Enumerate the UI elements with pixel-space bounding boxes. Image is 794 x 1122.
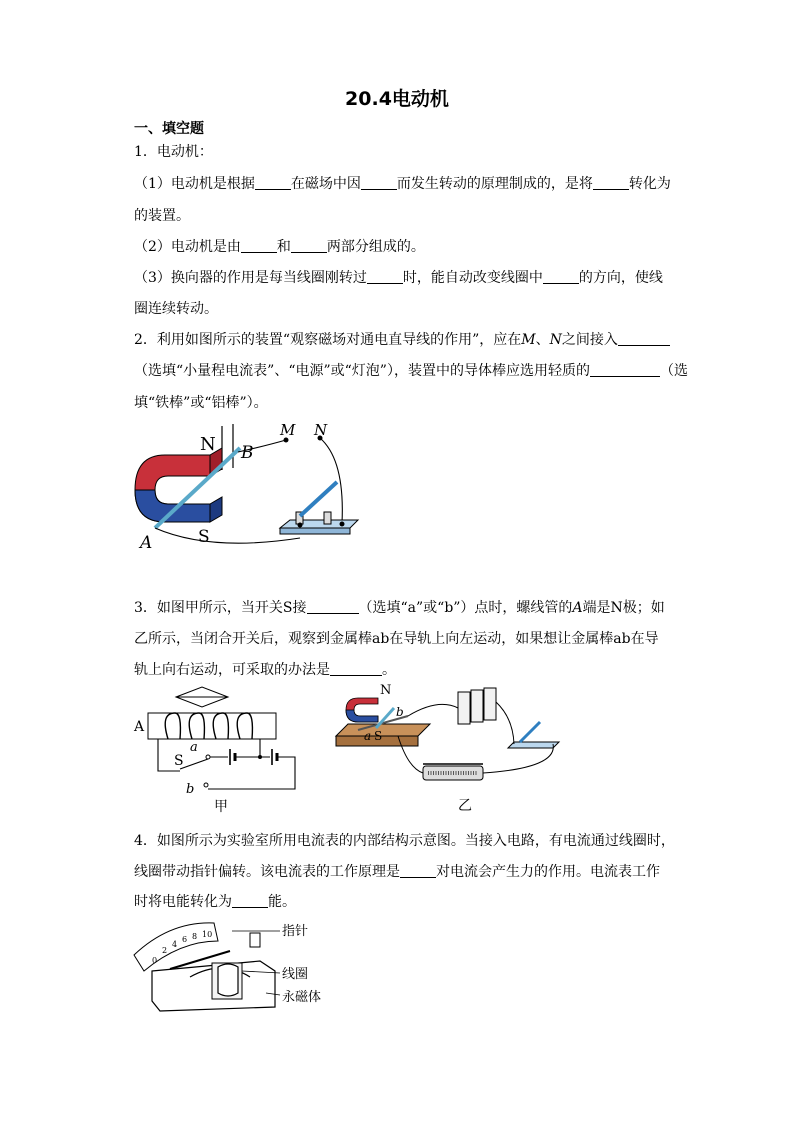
q4-line3: 时将电能转化为 能。 bbox=[134, 894, 296, 910]
q1-part1: （1）电动机是根据 在磁场中因 而发生转动的原理制成的，是将 转化为 bbox=[134, 176, 671, 192]
answer-blank[interactable] bbox=[291, 238, 327, 253]
q3-line3: 轨上向右运动，可采取的办法是 。 bbox=[134, 662, 396, 678]
q4-line1: 4．如图所示为实验室所用电流表的内部结构示意图。当接入电路，有电流通过线圈时， bbox=[134, 833, 675, 849]
permanent-magnet-label: 永磁体 bbox=[282, 990, 322, 1005]
answer-blank[interactable] bbox=[330, 661, 382, 676]
pointer-label: 指针 bbox=[282, 924, 309, 939]
answer-blank[interactable] bbox=[593, 175, 629, 190]
north-pole-label: N bbox=[200, 434, 216, 455]
answer-blank[interactable] bbox=[361, 175, 397, 190]
scale-tick-label: 0 bbox=[152, 956, 158, 965]
contact-a-label: a bbox=[190, 740, 198, 755]
rod-b-label: b bbox=[396, 705, 404, 719]
answer-blank[interactable] bbox=[590, 362, 660, 377]
answer-blank[interactable] bbox=[232, 893, 268, 908]
q1-part2: （2）电动机是由 和 两部分组成的。 bbox=[134, 239, 425, 255]
q3-line2: 乙所示，当闭合开关后，观察到金属棒ab在导轨上向左运动，如果想让金属棒ab在导 bbox=[134, 631, 659, 647]
answer-blank[interactable] bbox=[367, 269, 403, 284]
q3-line1: 3．如图甲所示，当开关S接 （选填“a”或“b”）点时，螺线管的A端是N极；如 bbox=[134, 600, 665, 616]
answer-blank[interactable] bbox=[618, 331, 670, 346]
answer-blank[interactable] bbox=[241, 238, 277, 253]
coil-label: 线圈 bbox=[282, 967, 309, 982]
page-title: 20.4电动机 bbox=[345, 88, 449, 110]
answer-blank[interactable] bbox=[255, 175, 291, 190]
contact-b-label: b bbox=[186, 782, 195, 797]
q1-part1-cont: 的装置。 bbox=[134, 208, 190, 224]
q4-line2: 线圈带动指针偏转。该电流表的工作原理是 对电流会产生力的作用。电流表工作 bbox=[134, 864, 660, 880]
scale-tick-label: 2 bbox=[162, 946, 168, 955]
magnet-s-label: S bbox=[374, 729, 383, 743]
solenoid-end-a-label: A bbox=[134, 719, 145, 735]
q2-line1: 2．利用如图所示的装置“观察磁场对通电直导线的作用”，应在M、N之间接入 bbox=[134, 330, 670, 350]
scale-tick-label: 4 bbox=[172, 940, 178, 949]
rod-end-a-label: A bbox=[140, 533, 153, 553]
answer-blank[interactable] bbox=[543, 269, 579, 284]
q4-figure-ammeter bbox=[130, 915, 345, 1015]
q3-figure-yi bbox=[328, 678, 563, 813]
q1-part3: （3）换向器的作用是每当线圈刚转过 时，能自动改变线圈中 的方向，使线 bbox=[134, 270, 663, 286]
terminal-m-label: M bbox=[280, 421, 296, 439]
q3-figure-jia bbox=[130, 665, 310, 815]
q1-head: 1．电动机： bbox=[134, 144, 213, 160]
switch-s-label: S bbox=[174, 753, 184, 769]
answer-blank[interactable] bbox=[400, 863, 436, 878]
south-pole-label: S bbox=[198, 527, 210, 547]
scale-tick-label: 6 bbox=[182, 935, 188, 944]
scale-tick-label: 8 bbox=[192, 932, 198, 941]
q2-line2: （选填“小量程电流表”、“电源”或“灯泡”），装置中的导体棒应选用轻质的 （选 bbox=[134, 363, 688, 379]
section-heading: 一、填空题 bbox=[134, 121, 204, 137]
magnet-n-label: N bbox=[380, 683, 392, 698]
rod-end-b-label: B bbox=[241, 443, 254, 463]
answer-blank[interactable] bbox=[307, 599, 359, 614]
scale-tick-label: 10 bbox=[202, 930, 213, 939]
q1-part3-cont: 圈连续转动。 bbox=[134, 301, 218, 317]
figure-caption-yi: 乙 bbox=[458, 798, 472, 813]
q2-line3: 填“铁棒”或“铝棒”）。 bbox=[134, 395, 268, 411]
terminal-n-label: N bbox=[314, 421, 328, 439]
figure-caption-jia: 甲 bbox=[214, 799, 228, 815]
q2-figure bbox=[130, 420, 370, 555]
rod-a-label: a bbox=[364, 729, 372, 743]
